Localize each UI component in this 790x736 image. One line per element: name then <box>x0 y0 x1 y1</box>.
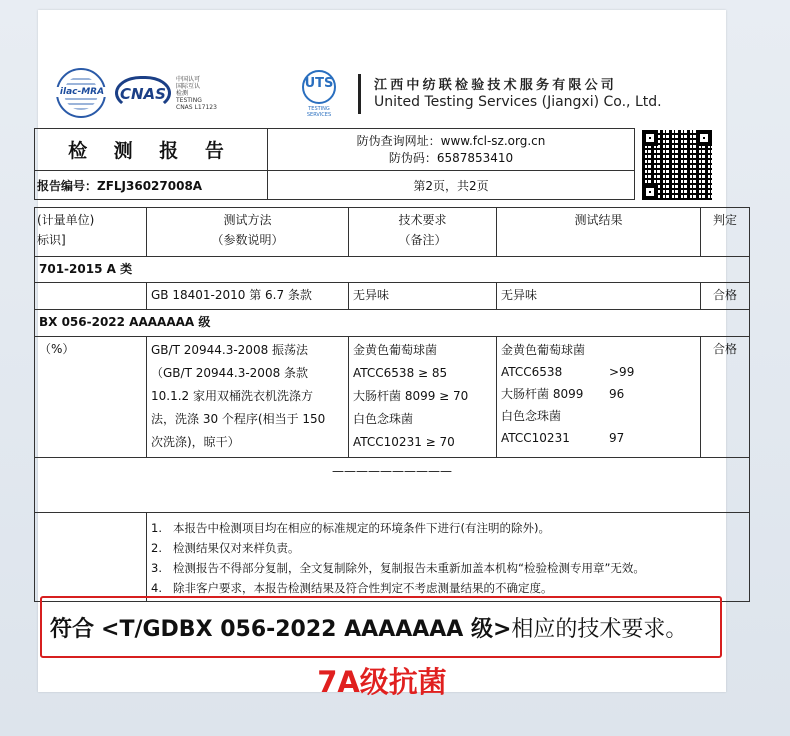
end-of-table-row <box>34 457 750 513</box>
note-item: 4. 除非客户要求，本报告检测结果及符合性判定不考虑测量结果的不确定度。 <box>151 581 553 595</box>
anti-fake-code: 防伪码：6587853410 <box>388 151 514 165</box>
row2-unit: （%） <box>34 336 147 458</box>
row1-verdict: 合格 <box>700 282 750 310</box>
header-requirement: 技术要求 （备注） <box>348 207 497 257</box>
page-number: 第2页，共2页 <box>267 170 635 200</box>
row2-requirement: 金黄色葡萄球菌 ATCC6538 ≥ 85 大肠杆菌 8099 ≥ 70 白色念珠菌 ATCC10231 ≥ 70 <box>348 336 497 458</box>
conclusion-prefix: 符合 <box>50 616 95 642</box>
conclusion-box <box>40 596 722 658</box>
conclusion-suffix: 相应的技术要求。 <box>511 616 688 642</box>
cnas-logo: CNAS <box>115 76 171 110</box>
grade-label: 7A级抗菌 <box>317 665 447 699</box>
row2-verdict: 合格 <box>700 336 750 458</box>
cnas-accreditation-text: 中国认可 国际互认 检测 TESTING CNAS L17123 <box>176 76 217 111</box>
notes-label-cell <box>34 512 147 602</box>
report-document <box>37 10 737 699</box>
row1-result: 无异味 <box>496 282 701 310</box>
end-of-table-line: —————————— <box>332 464 452 478</box>
notes-list <box>146 512 750 602</box>
note-item: 2. 检测结果仅对来样负责。 <box>151 541 300 555</box>
company-name-cn: 江西中纺联检验技术服务有限公司 <box>374 78 618 93</box>
note-item: 1. 本报告中检测项目均在相应的标准规定的环境条件下进行(有注明的除外)。 <box>151 521 550 535</box>
header-result: 测试结果 <box>496 207 701 257</box>
ilac-mra-logo: ilac-MRA <box>56 68 106 118</box>
header-method: 测试方法 （参数说明） <box>146 207 349 257</box>
row1-unit <box>34 282 147 310</box>
qr-code-icon <box>642 130 712 200</box>
report-title: 检 测 报 告 <box>34 128 268 171</box>
section-standard-2: BX 056-2022 AAAAAAA 级 <box>34 309 750 337</box>
header-unit: (计量单位) 标识] <box>34 207 147 257</box>
company-name-en: United Testing Services (Jiangxi) Co., Ltd. <box>374 94 662 110</box>
header-verdict: 判定 <box>700 207 750 257</box>
uts-logo: UTS TESTING SERVICES <box>302 70 336 112</box>
row2-method: GB/T 20944.3-2008 振荡法 （GB/T 20944.3-2008 条款 10.1.2 家用双桶洗衣机洗涤方 法，洗涤 30 个程序(相当于 150 次洗涤)，晾干） <box>146 336 349 458</box>
logo-divider <box>358 74 361 114</box>
row2-result: 金黄色葡萄球菌 ATCC6538 >99 大肠杆菌 8099 96 白色念珠菌 ATCC10231 97 <box>496 336 701 458</box>
row1-method: GB 18401-2010 第 6.7 条款 <box>146 282 349 310</box>
report-number: 报告编号：ZFLJ36027008A <box>34 170 268 200</box>
note-item: 3. 检测报告不得部分复制，全文复制除外，复制报告未重新加盖本机构“检验检测专用章”无效。 <box>151 561 645 575</box>
anti-fake-site: 防伪查询网址：www.fcl-sz.org.cn <box>356 134 546 148</box>
anti-fake-info <box>267 128 635 171</box>
section-standard-1: 701-2015 A 类 <box>34 256 750 283</box>
conclusion-standard: <T/GDBX 056-2022 AAAAAAA 级> <box>101 616 512 642</box>
row1-requirement: 无异味 <box>348 282 497 310</box>
